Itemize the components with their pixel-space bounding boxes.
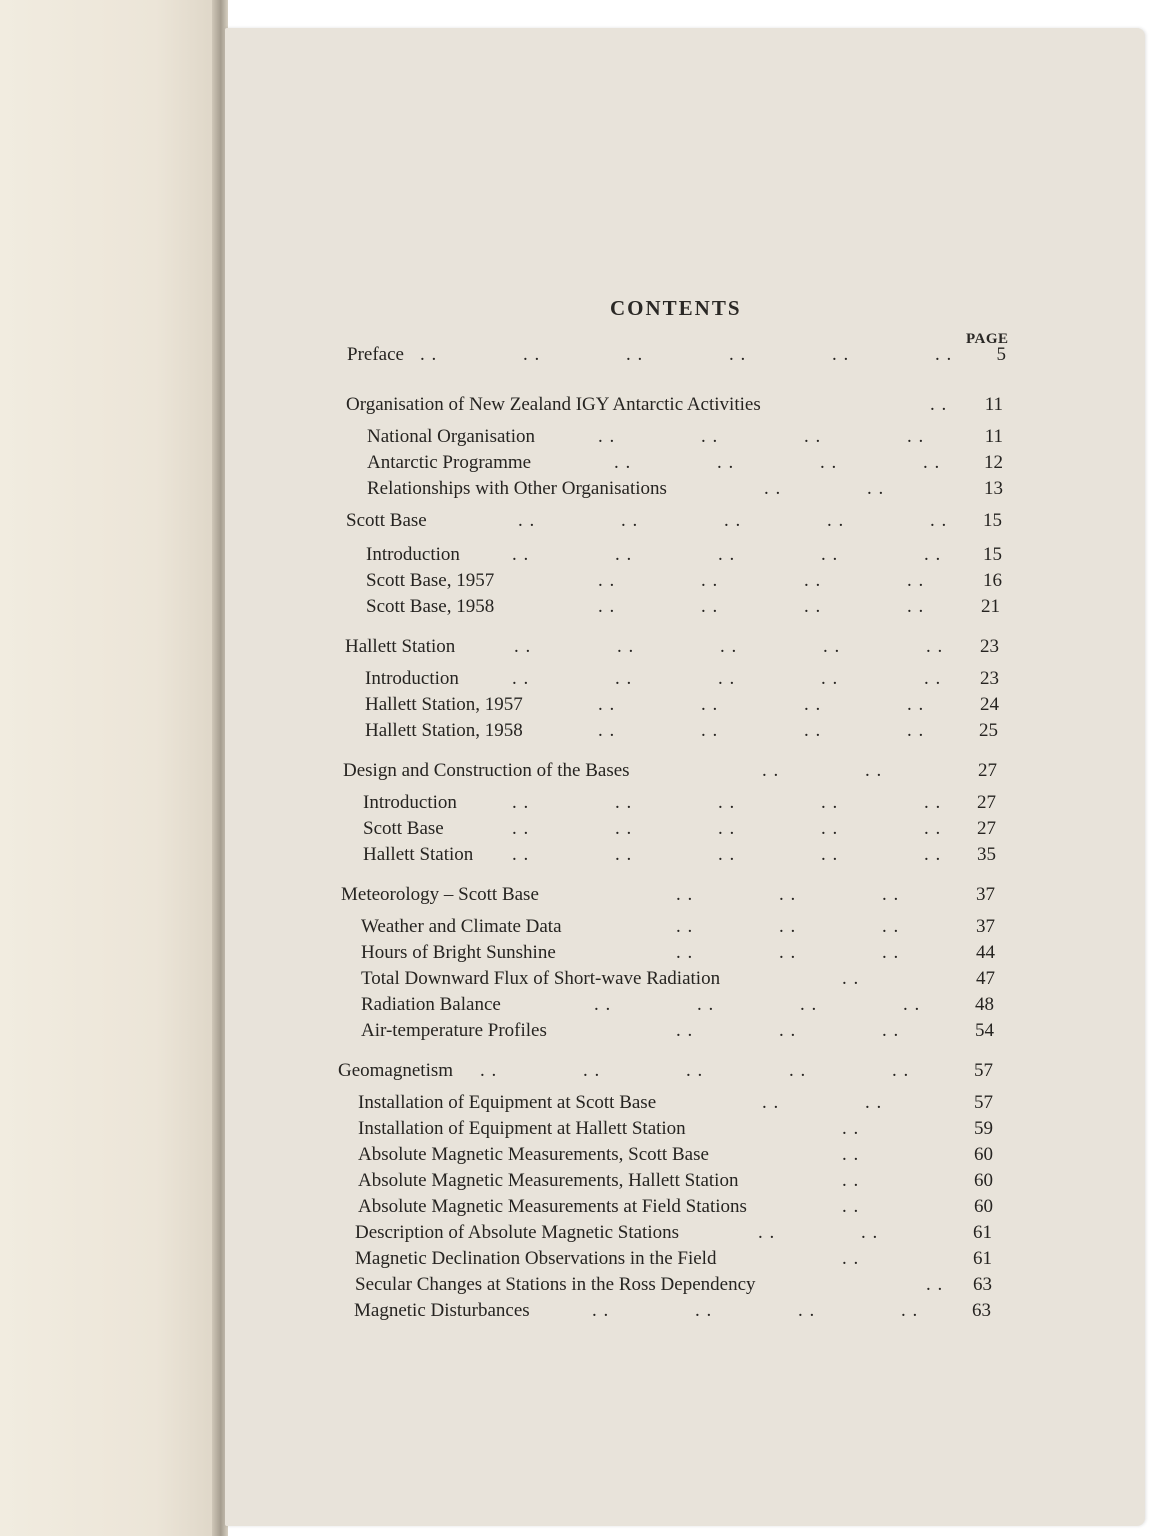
toc-entry-page: 23	[980, 668, 999, 689]
toc-entry-title: Air-temperature Profiles	[361, 1020, 547, 1041]
dot-leader: . . . .	[762, 760, 883, 781]
toc-entry	[345, 634, 999, 660]
toc-entry-page: 25	[979, 720, 998, 741]
toc-entry-title: Total Downward Flux of Short-wave Radiation	[361, 968, 721, 989]
toc-entry-page: 44	[976, 942, 995, 963]
toc-entry-title: Design and Construction of the Bases	[343, 760, 630, 781]
toc-entry	[367, 476, 1003, 502]
toc-entry	[363, 816, 996, 842]
dot-leader: . . . . . . . . . .	[512, 844, 942, 865]
toc-entry-title: Hallett Station, 1958	[365, 720, 523, 741]
toc-entry	[338, 1058, 993, 1084]
toc-entry-title: Geomagnetism	[338, 1060, 454, 1081]
toc-entry	[358, 1194, 993, 1220]
toc-entry-title: Installation of Equipment at Hallett Station	[358, 1118, 686, 1139]
dot-leader: . .	[926, 1274, 944, 1295]
facing-page	[0, 0, 224, 1536]
toc-entry-page: 60	[974, 1196, 993, 1217]
toc-entry-page: 61	[973, 1248, 992, 1269]
dot-leader: . .	[842, 1196, 860, 1217]
dot-leader: . . . . . . . .	[598, 720, 925, 741]
toc-entry-title: Scott Base, 1958	[366, 596, 495, 617]
dot-leader: . . . . . . . . . .	[514, 636, 944, 657]
toc-entry-title: Absolute Magnetic Measurements, Hallett Station	[358, 1170, 739, 1191]
toc-entry-title: Absolute Magnetic Measurements at Field Stations	[358, 1196, 747, 1217]
toc-entry-title: Secular Changes at Stations in the Ross Dependency	[355, 1274, 756, 1295]
toc-entry-page: 63	[972, 1300, 991, 1321]
toc-entry-title: Introduction	[365, 668, 459, 689]
dot-leader: . . . .	[764, 478, 885, 499]
dot-leader: . .	[930, 394, 948, 415]
toc-entry	[346, 392, 1003, 418]
toc-entry-page: 15	[983, 510, 1002, 531]
toc-entry	[365, 718, 998, 744]
dot-leader: . . . . . . . .	[598, 596, 925, 617]
toc-entry-title: Introduction	[366, 544, 460, 565]
toc-entry	[358, 1142, 993, 1168]
toc-entry-page: 48	[975, 994, 994, 1015]
toc-entry-title: Hallett Station, 1957	[365, 694, 523, 715]
toc-entry	[361, 966, 995, 992]
dot-leader: . . . . . . . . . . . .	[420, 344, 953, 365]
toc-entry	[355, 1246, 992, 1272]
toc-entry-title: Meteorology – Scott Base	[341, 884, 539, 905]
toc-entry	[361, 1018, 994, 1044]
toc-entry-title: Hours of Bright Sunshine	[361, 942, 556, 963]
toc-entry	[365, 666, 999, 692]
toc-entry-page: 63	[973, 1274, 992, 1295]
toc-entry	[346, 508, 1002, 534]
toc-entry-title: Antarctic Programme	[367, 452, 532, 473]
toc-entry	[361, 940, 995, 966]
toc-entry-page: 57	[974, 1092, 993, 1113]
toc-entry	[358, 1116, 993, 1142]
toc-entry	[361, 914, 995, 940]
toc-entry	[358, 1168, 993, 1194]
toc-entry-title: Radiation Balance	[361, 994, 501, 1015]
dot-leader: . . . . . . . . . .	[512, 544, 942, 565]
toc-entry-page: 11	[984, 394, 1003, 415]
toc-entry-title: National Organisation	[367, 426, 535, 447]
toc-entry	[354, 1298, 991, 1324]
dot-leader: . .	[842, 1118, 860, 1139]
toc-entry	[341, 882, 995, 908]
toc-entry	[367, 424, 1003, 450]
dot-leader: . .	[842, 1248, 860, 1269]
dot-leader: . . . . . . . . . .	[512, 792, 942, 813]
dot-leader: . . . . . . . .	[592, 1300, 919, 1321]
toc-entry-page: 5	[996, 344, 1006, 365]
toc-entry-page: 37	[976, 884, 995, 905]
toc-entry-title: Weather and Climate Data	[361, 916, 562, 937]
dot-leader: . . . . . . . . . .	[512, 818, 942, 839]
toc-entry-page: 21	[981, 596, 1000, 617]
dot-leader: . . . . . . . .	[594, 994, 921, 1015]
toc-entry-page: 13	[984, 478, 1003, 499]
toc-entry	[355, 1220, 992, 1246]
toc-entry-page: 37	[976, 916, 995, 937]
toc-entry-page: 61	[973, 1222, 992, 1243]
dot-leader: . .	[842, 1144, 860, 1165]
dot-leader: . . . . . .	[676, 942, 900, 963]
toc-entry	[363, 842, 996, 868]
toc-entry-title: Preface	[347, 344, 404, 365]
toc-entry-page: 59	[974, 1118, 993, 1139]
toc-entry-page: 12	[984, 452, 1003, 473]
dot-leader: . . . . . . . .	[598, 570, 925, 591]
dot-leader: . . . . . . . . . .	[512, 668, 942, 689]
toc-entry-page: 27	[978, 760, 997, 781]
dot-leader: . . . .	[758, 1222, 879, 1243]
toc-entry-title: Installation of Equipment at Scott Base	[358, 1092, 657, 1113]
contents-heading: CONTENTS	[610, 296, 742, 320]
dot-leader: . . . . . . . . . .	[480, 1060, 910, 1081]
toc-entry-page: 35	[977, 844, 996, 865]
toc-entry-title: Description of Absolute Magnetic Stations	[355, 1222, 680, 1243]
toc-entry-title: Absolute Magnetic Measurements, Scott Base	[358, 1144, 709, 1165]
toc-entry-title: Hallett Station	[363, 844, 474, 865]
toc-entry-title: Scott Base	[363, 818, 444, 839]
toc-entry-title: Scott Base	[346, 510, 427, 531]
toc-entry-title: Scott Base, 1957	[366, 570, 495, 591]
toc-entry-title: Magnetic Disturbances	[354, 1300, 530, 1321]
dot-leader: . .	[842, 1170, 860, 1191]
page-column-label: PAGE	[966, 331, 1009, 347]
dot-leader: . . . . . . . . . .	[518, 510, 948, 531]
toc-entry-title: Relationships with Other Organisations	[367, 478, 667, 499]
toc-entry-page: 24	[980, 694, 999, 715]
toc-entry	[365, 692, 999, 718]
toc-entry	[367, 450, 1003, 476]
dot-leader: . . . . . .	[676, 884, 900, 905]
toc-entry-title: Introduction	[363, 792, 457, 813]
toc-entry	[347, 342, 1006, 368]
toc-entry	[343, 758, 997, 784]
dot-leader: . . . .	[762, 1092, 883, 1113]
toc-entry	[358, 1090, 993, 1116]
dot-leader: . . . . . .	[676, 1020, 900, 1041]
toc-entry-page: 60	[974, 1170, 993, 1191]
toc-entry-page: 23	[980, 636, 999, 657]
toc-entry	[363, 790, 996, 816]
toc-entry-page: 47	[976, 968, 995, 989]
toc-entry	[366, 568, 1002, 594]
toc-entry-page: 27	[977, 792, 996, 813]
dot-leader: . .	[842, 968, 860, 989]
toc-entry	[366, 594, 1000, 620]
toc-entry	[361, 992, 994, 1018]
toc-entry-page: 16	[983, 570, 1002, 591]
toc-entry-title: Organisation of New Zealand IGY Antarctic Activities	[346, 394, 761, 415]
toc-entry	[355, 1272, 992, 1298]
toc-entry-title: Hallett Station	[345, 636, 456, 657]
toc-entry-page: 11	[984, 426, 1003, 447]
dot-leader: . . . . . . . .	[598, 426, 925, 447]
dot-leader: . . . . . .	[676, 916, 900, 937]
toc-entry-page: 54	[975, 1020, 994, 1041]
dot-leader: . . . . . . . .	[614, 452, 941, 473]
toc-entry-page: 27	[977, 818, 996, 839]
toc-entry-page: 60	[974, 1144, 993, 1165]
toc-entry-title: Magnetic Declination Observations in the Field	[355, 1248, 717, 1269]
dot-leader: . . . . . . . .	[598, 694, 925, 715]
toc-entry-page: 15	[983, 544, 1002, 565]
toc-entry-page: 57	[974, 1060, 993, 1081]
toc-entry	[366, 542, 1002, 568]
